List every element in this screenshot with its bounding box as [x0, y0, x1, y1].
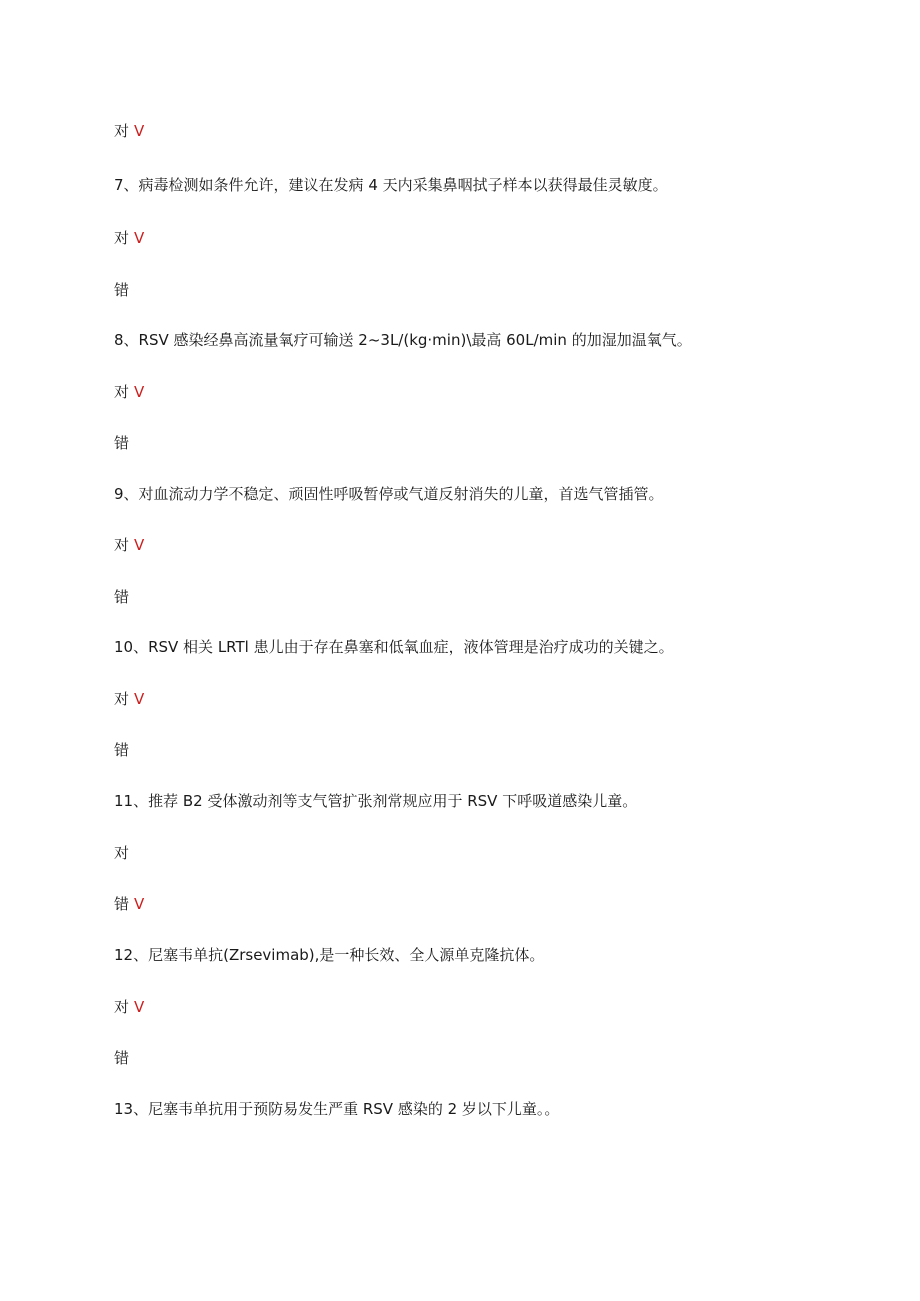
option-line — [114, 121, 144, 141]
question-line: 12、尼塞韦单抗(Zrsevimab),是一种长效、全人源单克隆抗体。 — [114, 946, 545, 964]
question-line: 11、推荐 B2 受体激动剂等支气管扩张剂常规应用于 RSV 下呼吸道感染儿童。 — [114, 792, 638, 810]
option-text: 错 — [114, 1049, 130, 1067]
option-line — [114, 228, 144, 248]
answer-check-mark: V — [134, 122, 145, 140]
option-line — [114, 587, 134, 607]
option-text: 对 — [114, 383, 130, 401]
option-line — [114, 843, 134, 863]
option-text: 错 — [114, 434, 130, 452]
option-text: 对 — [114, 998, 130, 1016]
option-line — [114, 740, 134, 760]
option-text: 错 — [114, 281, 130, 299]
option-text: 对 — [114, 690, 130, 708]
option-text: 对 — [114, 844, 130, 862]
question-line: 8、RSV 感染经鼻高流量氧疗可输送 2~3L/(kg·min)\最高 60L/min 的加湿加温氧气。 — [114, 331, 692, 349]
question-line: 7、病毒检测如条件允许，建议在发病 4 天内采集鼻咽拭子样本以获得最佳灵敏度。 — [114, 176, 668, 194]
answer-check-mark: V — [134, 229, 145, 247]
question-line: 9、对血流动力学不稳定、顽固性呼吸暂停或气道反射消失的儿童，首选气管插管。 — [114, 485, 664, 503]
option-line — [114, 382, 144, 402]
answer-check-mark: V — [134, 998, 145, 1016]
option-text: 对 — [114, 122, 130, 140]
option-line — [114, 894, 144, 914]
option-line — [114, 997, 144, 1017]
answer-check-mark: V — [134, 690, 145, 708]
answer-check-mark: V — [134, 383, 145, 401]
option-text: 对 — [114, 536, 130, 554]
question-line: 13、尼塞韦单抗用于预防易发生严重 RSV 感染的 2 岁以下儿童。。 — [114, 1100, 560, 1118]
option-line — [114, 1048, 134, 1068]
option-line — [114, 689, 144, 709]
option-text: 错 — [114, 895, 130, 913]
question-line: 10、RSV 相关 LRTl 患儿由于存在鼻塞和低氧血症，液体管理是治疗成功的关键之。 — [114, 638, 674, 656]
option-line — [114, 535, 144, 555]
answer-check-mark: V — [134, 536, 145, 554]
option-line — [114, 280, 134, 300]
option-text: 错 — [114, 588, 130, 606]
option-text: 错 — [114, 741, 130, 759]
answer-check-mark: V — [134, 895, 145, 913]
option-text: 对 — [114, 229, 130, 247]
option-line — [114, 433, 134, 453]
